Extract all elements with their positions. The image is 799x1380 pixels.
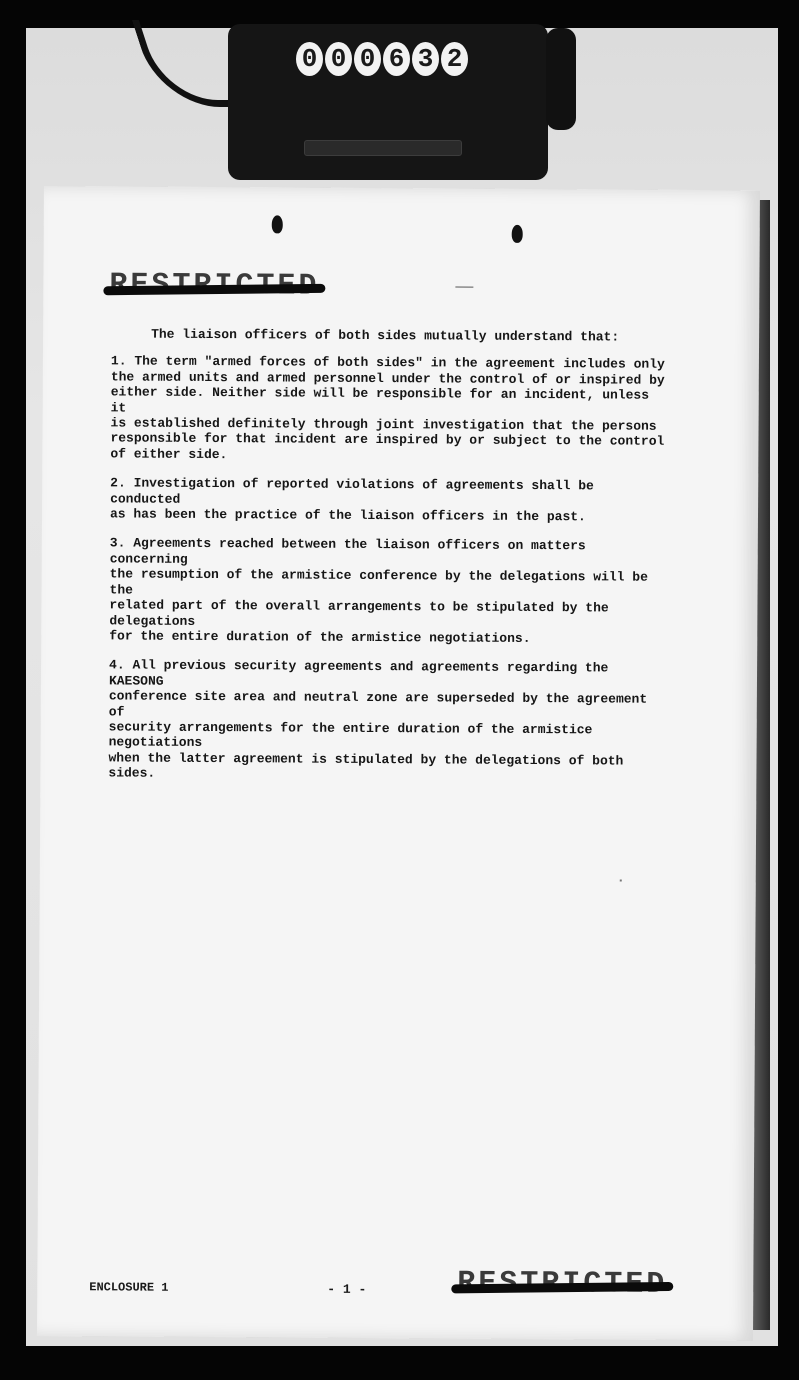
counter-slot bbox=[304, 140, 462, 156]
enclosure-label: ENCLOSURE 1 bbox=[89, 1280, 169, 1295]
counter-digit: 0 bbox=[325, 42, 352, 76]
document-body bbox=[108, 326, 667, 798]
page-number: - 1 - bbox=[327, 1281, 367, 1297]
frame-counter-readout bbox=[296, 42, 468, 76]
punch-hole bbox=[272, 215, 283, 233]
classification-mark-top bbox=[109, 270, 319, 301]
paragraph-1: 1. The term "armed forces of both sides" in the agreement includes only the armed units and armed personnel under the control of or inspired by either side. Neither side will be responsible for an incident, unless it is established definitely through joint investigation that the persons responsible for that incident are inspired by or subject to the control of either side. bbox=[110, 353, 665, 462]
intro-sentence: The liaison officers of both sides mutually understand that: bbox=[151, 326, 620, 345]
paragraph-2: 2. Investigation of reported violations of agreements shall be conducted as has been the practice of the liaison officers in the past. bbox=[109, 475, 594, 525]
paragraph-3: 3. Agreements reached between the liaison officers on matters concerning the resumption of the armistice conference by the delegations will be the related part of the overall arrangements to be stipulated by the delegations for the entire duration of the armistice negotiations. bbox=[109, 535, 648, 646]
counter-digit: 2 bbox=[441, 42, 468, 76]
counter-digit: 0 bbox=[296, 42, 323, 76]
document-page bbox=[37, 186, 760, 1340]
punch-hole bbox=[512, 225, 523, 243]
classification-mark-bottom bbox=[457, 1269, 667, 1300]
counter-digit: 0 bbox=[354, 42, 381, 76]
paragraph-4: 4. All previous security agreements and agreements regarding the KAESONG conference site area and neutral zone are superseded by the agreement of security arrangements for the entire duration of the armistice negotiations when the latter agreement is stipulated by the delegations of both sides. bbox=[108, 657, 648, 781]
pencil-mark bbox=[455, 287, 473, 288]
counter-digit: 3 bbox=[412, 42, 439, 76]
paper-speck bbox=[620, 880, 622, 882]
counter-knob bbox=[546, 28, 576, 130]
counter-digit: 6 bbox=[383, 42, 410, 76]
